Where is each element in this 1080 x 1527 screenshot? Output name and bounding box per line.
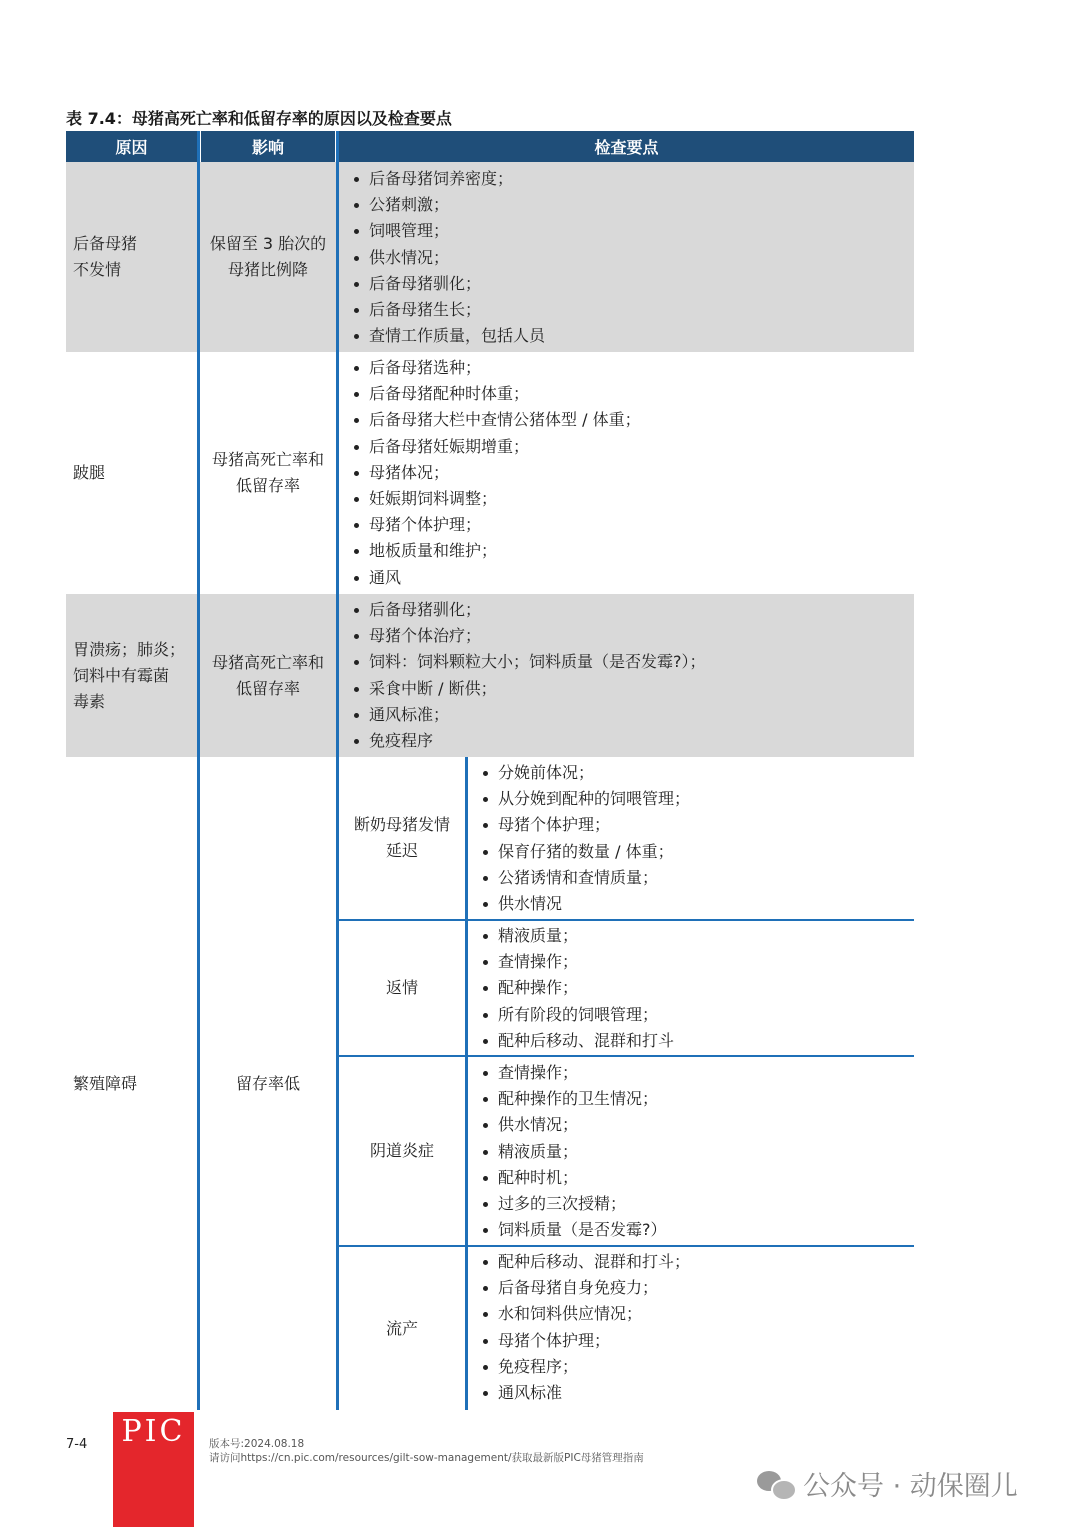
list-item: 水和饲料供应情况； [481, 1301, 690, 1327]
row-3-effect: 母猪高死亡率和 低留存率 [211, 652, 324, 698]
list-item: 通风标准； [352, 702, 706, 728]
list-item: 供水情况； [352, 245, 545, 271]
pic-logo [113, 1412, 194, 1527]
list-item: 母猪个体护理； [481, 1328, 690, 1354]
list-item: 配种后移动、混群和打斗 [481, 1028, 674, 1054]
subrow-2-checklist [481, 923, 674, 1054]
row-2-checklist [352, 355, 641, 591]
list-item: 后备母猪大栏中查情公猪体型 / 体重； [352, 407, 641, 433]
list-item: 饲料质量（是否发霉?） [481, 1217, 667, 1243]
header-check: 检查要点 [339, 131, 914, 162]
table-caption: 表 7.4：母猪高死亡率和低留存率的原因以及检查要点 [66, 109, 452, 128]
header-cause: 原因 [66, 131, 197, 162]
list-item: 配种时机； [481, 1165, 667, 1191]
logo-text: PIC [121, 1414, 186, 1449]
list-item: 公猪诱情和查情质量； [481, 865, 690, 891]
row-2-effect: 母猪高死亡率和 低留存率 [211, 450, 324, 495]
list-item: 母猪体况； [352, 460, 641, 486]
subrow-3-label: 阴道炎症 [369, 1141, 434, 1160]
list-item: 查情操作； [481, 949, 674, 975]
list-item: 精液质量； [481, 1139, 667, 1165]
list-item: 公猪刺激； [352, 192, 545, 218]
subrow-1-label: 断奶母猪发情 延迟 [353, 815, 450, 860]
list-item: 后备母猪驯化； [352, 597, 706, 623]
subrow-2-label: 返情 [385, 978, 418, 997]
row-4-cause: 繁殖障碍 [73, 1073, 138, 1093]
list-item: 供水情况 [481, 891, 690, 917]
list-item: 饲喂管理； [352, 218, 545, 244]
list-item: 后备母猪生长； [352, 297, 545, 323]
list-item: 后备母猪选种； [352, 355, 641, 381]
row-2-cause: 跛腿 [73, 463, 106, 482]
list-item: 从分娩到配种的饲喂管理； [481, 786, 690, 812]
subrow-4-checklist [481, 1249, 690, 1406]
list-item: 精液质量； [481, 923, 674, 949]
wechat-icon [757, 1469, 795, 1499]
list-item: 后备母猪自身免疫力； [481, 1275, 690, 1301]
row-1-checklist [352, 166, 545, 349]
list-item: 所有阶段的饲喂管理； [481, 1002, 674, 1028]
subrow-1-checklist [481, 760, 690, 917]
list-item: 通风标准 [481, 1380, 690, 1406]
page-number: 7-4 [66, 1437, 88, 1452]
subrow-3-checklist [481, 1060, 667, 1243]
version-text: 版本号:2024.08.18 [209, 1438, 305, 1450]
list-item: 配种操作； [481, 975, 674, 1001]
column-divider-3 [465, 757, 468, 1410]
list-item: 查情操作； [481, 1060, 667, 1086]
list-item: 配种操作的卫生情况； [481, 1086, 667, 1112]
row-1-cause: 后备母猪 不发情 [73, 234, 138, 279]
subrow-4-label: 流产 [385, 1318, 418, 1338]
list-item: 过多的三次授精； [481, 1191, 667, 1217]
visit-link-text: 请访问https://cn.pic.com/resources/gilt-sow-management/获取最新版PIC母猪管理指南 [209, 1452, 644, 1464]
list-item: 母猪个体护理； [352, 512, 641, 538]
row-4-effect: 留存率低 [235, 1073, 300, 1093]
list-item: 通风 [352, 565, 641, 591]
watermark [757, 1464, 1018, 1503]
list-item: 妊娠期饲料调整； [352, 486, 641, 512]
list-item: 后备母猪妊娠期增重； [352, 434, 641, 460]
list-item: 采食中断 / 断供； [352, 676, 706, 702]
list-item: 母猪个体治疗； [352, 623, 706, 649]
row-3-cause: 胃溃疡；肺炎； 饲料中有霉菌 毒素 [73, 639, 186, 711]
row-1-effect: 保留至 3 胎次的 母猪比例降 [209, 234, 327, 279]
list-item: 后备母猪驯化； [352, 271, 545, 297]
list-item: 供水情况； [481, 1112, 667, 1138]
list-item: 后备母猪饲养密度； [352, 166, 545, 192]
list-item: 免疫程序； [481, 1354, 690, 1380]
list-item: 后备母猪配种时体重； [352, 381, 641, 407]
list-item: 饲料：饲料颗粒大小；饲料质量（是否发霉?）； [352, 649, 706, 675]
list-item: 查情工作质量，包括人员 [352, 323, 545, 349]
watermark-text: 公众号 · 动保圈儿 [803, 1471, 1018, 1502]
list-item: 保育仔猪的数量 / 体重； [481, 839, 690, 865]
list-item: 分娩前体况； [481, 760, 690, 786]
list-item: 配种后移动、混群和打斗； [481, 1249, 690, 1275]
header-effect: 影响 [201, 131, 335, 162]
list-item: 母猪个体护理； [481, 812, 690, 838]
list-item: 地板质量和维护； [352, 538, 641, 564]
row-3-checklist [352, 597, 706, 754]
list-item: 免疫程序 [352, 728, 706, 754]
